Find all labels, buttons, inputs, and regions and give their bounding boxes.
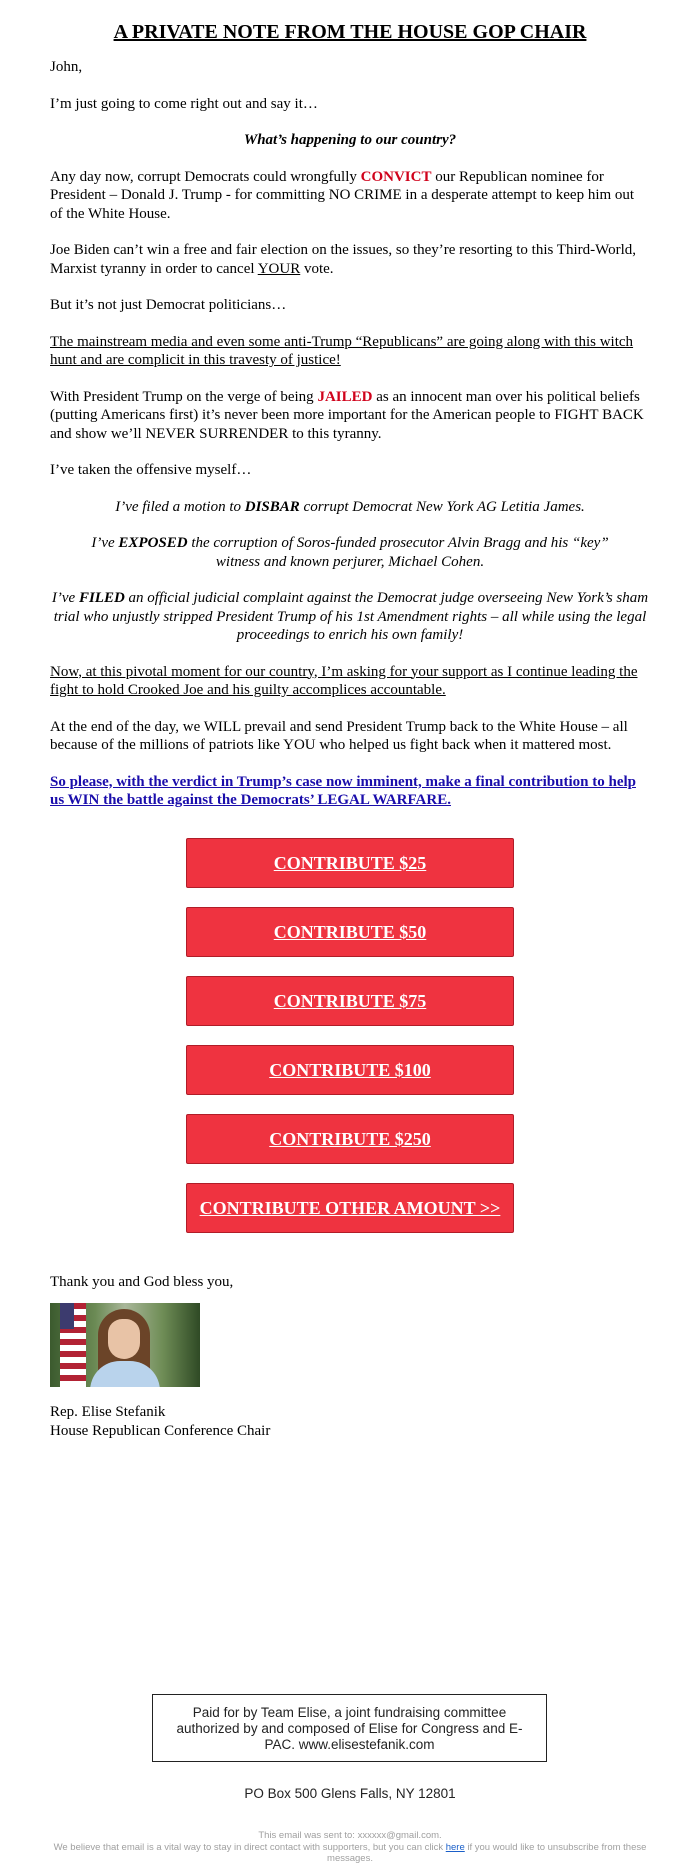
email-body	[50, 0, 650, 1440]
paragraph-offensive: I’ve taken the offensive myself…	[50, 462, 252, 478]
greeting: John,	[50, 59, 83, 75]
unsubscribe-notice: We believe that email is a vital way to stay in direct contact with supporters, but you can click here if you would like to unsubscribe from these messages.	[53, 1842, 647, 1864]
contribute-other-button[interactable]: CONTRIBUTE OTHER AMOUNT >>	[186, 1183, 514, 1233]
contribute-75-button[interactable]: CONTRIBUTE $75	[186, 976, 514, 1026]
paragraph-jailed: With President Trump on the verge of being JAILED as an innocent man over his political beliefs (putting Americans first) it’s never been more important for the American people to FIGHT BACK and show we’ll NEVER SURRENDER to this tyranny.	[50, 388, 644, 442]
page-title: A PRIVATE NOTE FROM THE HOUSE GOP CHAIR	[113, 21, 587, 43]
quote-exposed: I’ve EXPOSED the corruption of Soros-funded prosecutor Alvin Bragg and his “key” witness and known perjurer, Michael Cohen.	[91, 535, 609, 570]
signature-role: House Republican Conference Chair	[50, 1422, 271, 1439]
contribute-25-button[interactable]: CONTRIBUTE $25	[186, 838, 514, 888]
paragraph-support: Now, at this pivotal moment for our country, I’m asking for your support as I continue leading the fight to hold Crooked Joe and his guilty accomplices accountable.	[50, 663, 638, 698]
jailed-emphasis: JAILED	[317, 388, 373, 405]
paragraph-media: The mainstream media and even some anti-Trump “Republicans” are going along with this witch hunt and are complicit in this travesty of justice!	[50, 333, 634, 368]
signer-photo	[50, 1303, 200, 1387]
quote-disbar: I’ve filed a motion to DISBAR corrupt Democrat New York AG Letitia James.	[115, 498, 585, 515]
mailing-address: PO Box 500 Glens Falls, NY 12801	[244, 1786, 456, 1801]
closing-line: Thank you and God bless you,	[50, 1273, 234, 1290]
paragraph-prevail: At the end of the day, we WILL prevail and send President Trump back to the White House – all because of the millions of patriots like YOU who helped us fight back when it mattered most.	[50, 718, 628, 753]
paragraph-intro: I’m just going to come right out and say it…	[50, 95, 318, 112]
flag-image	[60, 1303, 86, 1387]
contribute-buttons	[50, 838, 650, 1233]
paragraph-convict: Any day now, corrupt Democrats could wrongfully CONVICT our Republican nominee for President – Donald J. Trump - for committing NO CRIME in a desperate attempt to keep him out of the White House.	[50, 168, 635, 222]
quote-filed: I’ve FILED an official judicial complaint against the Democrat judge overseeing New York’s sham trial who unjustly stripped President Trump of his 1st Amendment rights – all while using the legal proceedings to enrich his own family!	[51, 590, 649, 643]
paragraph-not-just: But it’s not just Democrat politicians…	[50, 297, 287, 313]
signature-name: Rep. Elise Stefanik	[50, 1404, 166, 1420]
cta-paragraph	[50, 773, 650, 810]
paragraph-biden: Joe Biden can’t win a free and fair election on the issues, so they’re resorting to this Third-World, Marxist tyranny in order to cancel YOUR vote.	[50, 242, 636, 277]
convict-emphasis: CONVICT	[360, 168, 432, 185]
paid-for-disclaimer: Paid for by Team Elise, a joint fundraising committee authorized by and composed of Elise for Congress and E-PAC. www.elisestefanik.com	[152, 1694, 547, 1762]
unsubscribe-link[interactable]: here	[445, 1842, 465, 1853]
contribute-250-button[interactable]: CONTRIBUTE $250	[186, 1114, 514, 1164]
contribute-50-button[interactable]: CONTRIBUTE $50	[186, 907, 514, 957]
sent-to-notice: This email was sent to: xxxxxx@gmail.com.	[258, 1830, 442, 1841]
paragraph-question: What’s happening to our country?	[243, 132, 457, 148]
cta-link[interactable]: So please, with the verdict in Trump’s case now imminent, make a final contribution to help us WIN the battle against the Democrats’ LEGAL WARFARE.	[50, 773, 636, 808]
contribute-100-button[interactable]: CONTRIBUTE $100	[186, 1045, 514, 1095]
